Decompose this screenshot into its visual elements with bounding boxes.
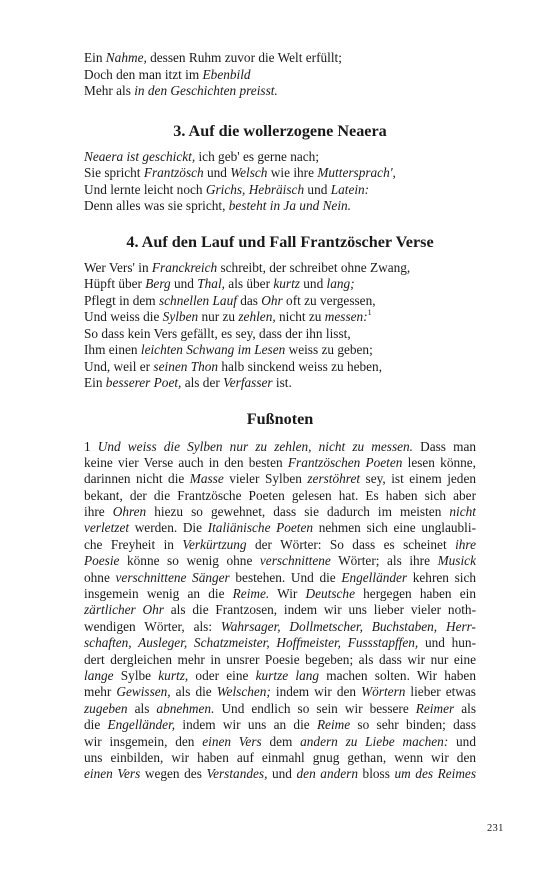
- italic-text: Ebenbild: [202, 66, 251, 82]
- italic-text: Wörtern: [361, 684, 406, 700]
- text-run: wendigen Wörter, als:: [84, 618, 221, 634]
- italic-text: Ohr: [261, 292, 283, 308]
- text-run: lieber etwas: [405, 684, 476, 700]
- text-run: vieler Sylben: [223, 471, 308, 487]
- text-run: ich geb' es gerne nach;: [195, 148, 320, 164]
- text-run: die: [84, 717, 108, 733]
- italic-text: verschnittene: [259, 553, 331, 569]
- italic-text: abnehmen.: [156, 700, 215, 716]
- text-run: hergegen haben ein: [354, 586, 476, 602]
- text-run: schreibt, der schreibet ohne Zwang,: [217, 259, 411, 275]
- text-run: als über: [224, 276, 274, 291]
- text-run: keine vier Verse auch in den besten: [84, 454, 288, 470]
- italic-text: zerstöhret: [307, 471, 361, 487]
- section-heading-3: 3. Auf die wollerzogene Neaera: [173, 121, 387, 140]
- italic-text: Musick: [437, 553, 476, 569]
- text-run: und: [170, 276, 198, 291]
- text-run: als die: [170, 684, 217, 700]
- poem-stanza-2: [84, 149, 476, 215]
- text-run: Sylbe: [113, 667, 159, 683]
- verse-line: [84, 326, 476, 343]
- italic-text: Reimer: [415, 700, 455, 716]
- text-run: Hüpft über: [84, 276, 146, 291]
- italic-text: Muttersprach',: [317, 165, 396, 180]
- footnote-line: [84, 701, 476, 717]
- text-run: der Wörter: So dass es scheinet: [246, 536, 456, 552]
- italic-text: nicht: [449, 504, 476, 520]
- italic-text: den andern: [296, 766, 358, 782]
- italic-text: Verkürtzung: [182, 536, 247, 552]
- text-run: und: [304, 181, 331, 197]
- text-run: ihre: [84, 504, 113, 520]
- italic-text: Frantzöschen Poeten: [287, 454, 403, 470]
- italic-text: Sylben: [162, 309, 199, 324]
- italic-text: Wahrsager, Dollmetscher, Buchstaben, Herr-: [220, 618, 476, 634]
- verse-line: [84, 182, 476, 199]
- text-run: darinnen nicht die: [84, 471, 190, 487]
- italic-text: Thal,: [197, 276, 225, 291]
- verse-line: [84, 260, 476, 277]
- italic-text: leichten Schwang im Lesen: [140, 342, 286, 357]
- italic-text: Engelländer,: [107, 717, 176, 733]
- italic-text: Frantzösch: [143, 165, 204, 180]
- text-run: Ein: [84, 50, 106, 65]
- footnote-line: [84, 668, 476, 684]
- text-run: so sehr binden; dass: [350, 717, 476, 733]
- verse-line: [84, 309, 476, 326]
- verse-line: [84, 375, 476, 392]
- text-run: oft zu vergessen,: [282, 292, 376, 308]
- text-run: als: [127, 700, 157, 716]
- italic-text: Masse: [189, 471, 224, 487]
- italic-text: lange: [84, 667, 114, 683]
- page-body: [84, 50, 476, 783]
- verse-line: [84, 342, 476, 359]
- italic-text: besserer Poet,: [105, 375, 182, 390]
- text-run: Denn alles was sie spricht,: [84, 198, 229, 213]
- italic-text: andern zu Liebe machen:: [300, 733, 449, 749]
- text-run: als der: [181, 375, 224, 390]
- text-run: und: [203, 165, 231, 180]
- text-run: ohne: [84, 569, 116, 585]
- text-run: lesen könne,: [402, 454, 476, 470]
- italic-text: Welsch: [230, 165, 268, 180]
- verse-line: [84, 165, 476, 182]
- verse-line: [84, 198, 476, 215]
- footnote-line: [84, 619, 476, 635]
- text-run: oder eine: [188, 667, 256, 683]
- footnote-1: [84, 439, 476, 783]
- italic-text: Reime: [316, 717, 351, 733]
- italic-text: schaften, Ausleger, Schatzmeister, Hoffmeister, Fussstapffen,: [84, 635, 419, 651]
- italic-text: kurtz: [273, 276, 300, 291]
- italic-text: Ohren: [112, 504, 147, 520]
- text-run: uns einbilden, wir haben auf einmahl gnug gethan, wenn wir den: [84, 749, 476, 765]
- verse-line: [84, 293, 476, 310]
- italic-text: ihre: [455, 536, 476, 552]
- italic-text: besteht in Ja und Nein.: [228, 198, 352, 213]
- text-run: nehmen sich eine unglaubli-: [313, 520, 476, 536]
- text-run: machen solten. Wir haben: [319, 667, 476, 683]
- footnote-line: [84, 717, 476, 733]
- footnote-line: [84, 504, 476, 520]
- text-run: mehr: [84, 684, 117, 700]
- footnote-line: [84, 537, 476, 553]
- text-run: Sie spricht: [84, 165, 144, 180]
- footnotes-heading: Fußnoten: [246, 409, 314, 428]
- text-run: bestehen. Und die: [229, 569, 342, 585]
- italic-text: Deutsche: [305, 586, 355, 602]
- text-run: Wörter; als ihre: [330, 553, 438, 569]
- italic-text: kurtz,: [158, 667, 189, 683]
- poem-stanza-1: [84, 50, 476, 100]
- text-run: kehren sich: [407, 569, 476, 585]
- footnote-line: [84, 553, 476, 569]
- text-run: bloss: [357, 766, 395, 782]
- text-run: hiezu so gewehnet, dass sie dadurch im meisten: [146, 504, 450, 520]
- italic-text: Verfasser: [223, 375, 273, 390]
- text-run: Und weiss die: [84, 309, 163, 324]
- italic-text: Nahme,: [105, 50, 147, 65]
- footnote-line: [84, 488, 476, 504]
- italic-text: in den Geschichten preisst.: [134, 83, 278, 98]
- italic-text: Reime.: [232, 586, 270, 602]
- poem-stanza-3: [84, 260, 476, 392]
- text-run: als die Frantzosen, indem wir uns lieber vieler noth-: [163, 602, 476, 618]
- text-run: So dass kein Vers gefällt, es sey, dass der ihn lisst,: [84, 325, 351, 341]
- text-run: indem wir uns an die: [175, 717, 317, 733]
- italic-text: einen Vers: [84, 766, 141, 782]
- italic-text: Grichs, Hebräisch: [205, 181, 305, 197]
- italic-text: Poesie: [84, 553, 120, 569]
- verse-line: [84, 276, 476, 293]
- footnote-line: [84, 570, 476, 586]
- footnote-line: [84, 439, 476, 455]
- footnote-marker: 1: [367, 308, 372, 317]
- verse-line: [84, 83, 476, 100]
- text-run: nur zu: [198, 309, 239, 324]
- italic-text: Welschen;: [216, 684, 271, 700]
- footnote-line: [84, 652, 476, 668]
- text-run: insgemein wenig an die: [84, 586, 233, 602]
- italic-text: einen Vers: [202, 733, 262, 749]
- text-run: dessen Ruhm zuvor die Welt erfüllt;: [146, 50, 342, 65]
- italic-text: Gewissen,: [116, 684, 171, 700]
- text-run: als: [454, 700, 476, 716]
- text-run: Und lernte leicht noch: [84, 181, 206, 197]
- text-run: ist.: [272, 375, 292, 390]
- text-run: indem wir den: [270, 684, 362, 700]
- footnote-line: [84, 455, 476, 471]
- text-run: halb sinckend weiss zu heben,: [218, 358, 383, 374]
- text-run: und: [267, 766, 297, 782]
- italic-text: schnellen Lauf: [158, 292, 237, 308]
- text-run: Dass man: [413, 438, 476, 454]
- text-run: Wer Vers' in: [84, 259, 152, 275]
- italic-text: kurtze lang: [255, 667, 320, 683]
- footnote-line: [84, 684, 476, 700]
- verse-line: [84, 359, 476, 376]
- section-heading-4: 4. Auf den Lauf und Fall Frantzöscher Verse: [126, 232, 434, 251]
- text-run: und: [299, 276, 327, 291]
- text-run: wegen des: [140, 766, 207, 782]
- verse-line: [84, 50, 476, 67]
- text-run: weiss zu geben;: [285, 342, 373, 357]
- italic-text: seinen Thon: [153, 358, 219, 374]
- text-run: und: [448, 733, 476, 749]
- italic-text: Und weiss die Sylben nur zu zehlen, nicht zu messen.: [97, 438, 413, 454]
- footnote-line: [84, 520, 476, 536]
- italic-text: Latein:: [330, 181, 370, 197]
- footnote-line: [84, 750, 476, 766]
- text-run: che Freyheit in: [84, 536, 183, 552]
- footnote-line: [84, 766, 476, 782]
- text-run: bekant, der die Frantzösche Poeten gelesen hat. Es haben sich aber: [84, 487, 476, 503]
- page-number: 231: [487, 823, 504, 834]
- italic-text: lang;: [326, 276, 355, 291]
- text-run: dert dergleichen mehr in unsrer Poesie begeben; als dass wir nur eine: [84, 651, 476, 667]
- verse-line: [84, 149, 476, 166]
- text-run: werden. Die: [129, 520, 208, 536]
- text-run: Und, weil er: [84, 358, 154, 374]
- text-run: das: [236, 292, 262, 308]
- footnote-line: [84, 586, 476, 602]
- text-run: und hun-: [418, 635, 476, 651]
- footnote-line: [84, 471, 476, 487]
- text-run: wir insgemein, den: [84, 733, 203, 749]
- text-run: Mehr als: [84, 83, 135, 98]
- italic-text: Franckreich: [151, 259, 218, 275]
- text-run: Wir: [269, 586, 306, 602]
- text-run: Und endlich so sein wir bessere: [214, 700, 416, 716]
- italic-text: Italiänische Poeten: [207, 520, 314, 536]
- italic-text: verschnittene Sänger: [115, 569, 230, 585]
- italic-text: zehlen,: [238, 309, 276, 324]
- italic-text: Neaera ist geschickt,: [84, 148, 196, 164]
- italic-text: zärtlicher Ohr: [84, 602, 164, 618]
- text-run: 1: [84, 438, 98, 454]
- italic-text: zugeben: [84, 700, 128, 716]
- text-run: Ein: [84, 375, 106, 390]
- verse-line: [84, 67, 476, 84]
- text-run: dem: [261, 733, 301, 749]
- italic-text: Engelländer: [341, 569, 408, 585]
- text-run: sey, ist einem jeden: [360, 471, 476, 487]
- text-run: nicht zu: [275, 309, 325, 324]
- italic-text: verletzet: [84, 520, 130, 536]
- text-run: könne so wenig ohne: [119, 553, 260, 569]
- footnote-line: [84, 635, 476, 651]
- italic-text: messen:: [324, 309, 368, 324]
- text-run: Ihm einen: [84, 342, 141, 357]
- italic-text: um des Reimes: [394, 766, 476, 782]
- italic-text: Berg: [145, 276, 171, 291]
- text-run: wie ihre: [267, 165, 318, 180]
- text-run: Pflegt in dem: [84, 292, 159, 308]
- footnote-line: [84, 602, 476, 618]
- text-run: Doch den man itzt im: [84, 66, 203, 82]
- footnote-line: [84, 734, 476, 750]
- italic-text: Verstandes,: [206, 766, 268, 782]
